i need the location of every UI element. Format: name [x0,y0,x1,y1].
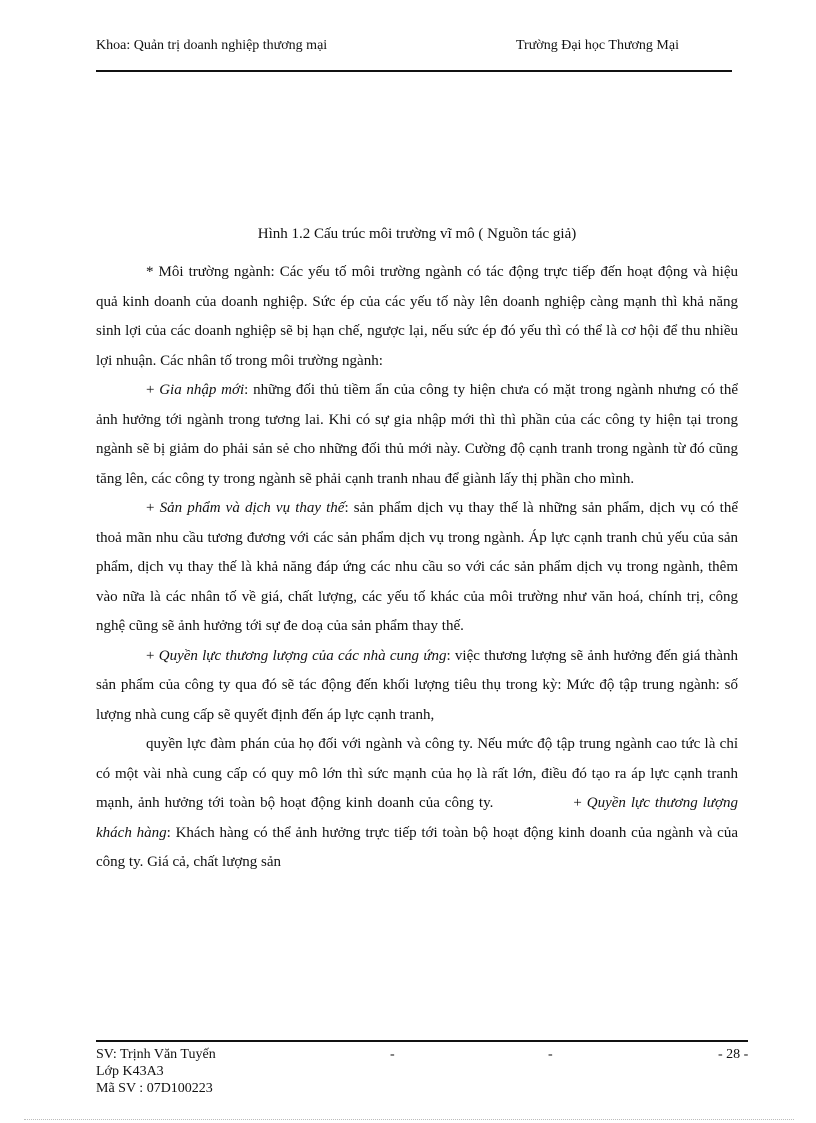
bullet-prefix: + [146,382,160,398]
footer-rule [96,1040,748,1042]
paragraph-text: : những đối thủ tiềm ẩn của công ty hiện chưa có mặt trong ngành nhưng có thể ảnh hưởng tới ngành trong tương lai. Khi có sự gia nhập mới thì thì phần của các công ty hiện tại trong ngành sẽ bị giảm do phải sản sẻ cho những đối thủ mới này. Cường độ cạnh tranh trong ngành từ đó cũng tăng lên, các công ty trong ngành sẽ phải cạnh tranh nhau để giành lấy thị phần cho mình. [96,382,738,487]
term-supplier-power: Quyền lực thương lượng của các nhà cung ứng [158,647,447,664]
bullet-prefix: + [146,500,160,516]
paragraph-supplier-power [96,642,738,731]
paragraph-new-entrants [96,376,738,494]
page-edge-divider [24,1119,794,1120]
header-rule [96,70,732,72]
page-header [96,38,732,58]
paragraph-text: : sản phẩm dịch vụ thay thế là những sản phẩm, dịch vụ có thể thoả mãn nhu cầu tương đương với các sản phẩm dịch vụ trong ngành. Áp lực cạnh tranh chủ yếu của sản phẩm, dịch vụ thay thế là khả năng đáp ứng các nhu cầu so với các sản phẩm dịch vụ trong ngành, thêm vào nữa là các nhân tố về giá, chất lượng, các yếu tố khác của môi trường như văn hoá, chính trị, công nghệ cũng sẽ ảnh hưởng tới sự đe doạ của sản phẩm thay thế. [96,500,739,634]
term-buyer-power: Quyền lực thương lượng khách hàng [96,795,738,841]
paragraph-text: : việc thương lượng sẽ ảnh hưởng đến giá thành sản phẩm của công ty qua đó sẽ tác động đến khối lượng tiêu thụ trong kỳ: Mức độ tập trung ngành: số lượng nhà cung cấp sẽ quyết định đến áp lực cạnh tranh, [96,647,738,723]
bullet-prefix: + [146,647,159,664]
header-university: Trường Đại học Thương Mại [516,38,679,53]
figure-caption: Hình 1.2 Cấu trúc môi trường vĩ mô ( Nguồn tác giả) [257,226,577,242]
footer-dash: - [548,1047,553,1062]
paragraph-industry-environment: * Môi trường ngành: Các yếu tố môi trường ngành có tác động trực tiếp đến hoạt động và hiệu quả kinh doanh của doanh nghiệp. Sức ép của các yếu tố này lên doanh nghiệp càng mạnh thì khả năng sinh lợi của các doanh nghiệp sẽ bị hạn chế, ngược lại, nếu sức ép đó yếu thì có thể là cơ hội để thu nhiều lợi nhuận. Các nhân tố trong môi trường ngành: [96,264,738,369]
footer-dash: - [390,1047,395,1062]
paragraph-concentration [96,730,738,878]
bullet-prefix: + [573,795,587,811]
term-new-entrants: Gia nhập mới [159,382,245,398]
paragraph-text: quyền lực đàm phán của họ đối với ngành và công ty. Nếu mức độ tập trung ngành cao tức là chỉ có một vài nhà cung cấp có quy mô lớn thì sức mạnh của họ là rất lớn, điều đó tạo ra áp lực cạnh tranh mạnh, ảnh hưởng tới toàn bộ hoạt động kinh doanh của công ty. [96,736,738,811]
page-number: - 28 - [718,1047,749,1062]
term-substitutes: Sản phẩm và dịch vụ thay thế [159,500,345,516]
paragraph-text: : Khách hàng có thể ảnh hưởng trực tiếp tới toàn bộ hoạt động kinh doanh của ngành và của công ty. Giá cả, chất lượng sản [96,824,738,870]
body-text [96,258,738,878]
paragraph-substitutes [96,494,738,642]
header-faculty: Khoa: Quản trị doanh nghiệp thương mại [96,38,328,53]
footer-student-id: Mã SV : 07D100223 [96,1081,213,1096]
footer-class: Lớp K43A3 [96,1064,164,1079]
footer-student-name: SV: Trịnh Văn Tuyến [96,1047,216,1062]
